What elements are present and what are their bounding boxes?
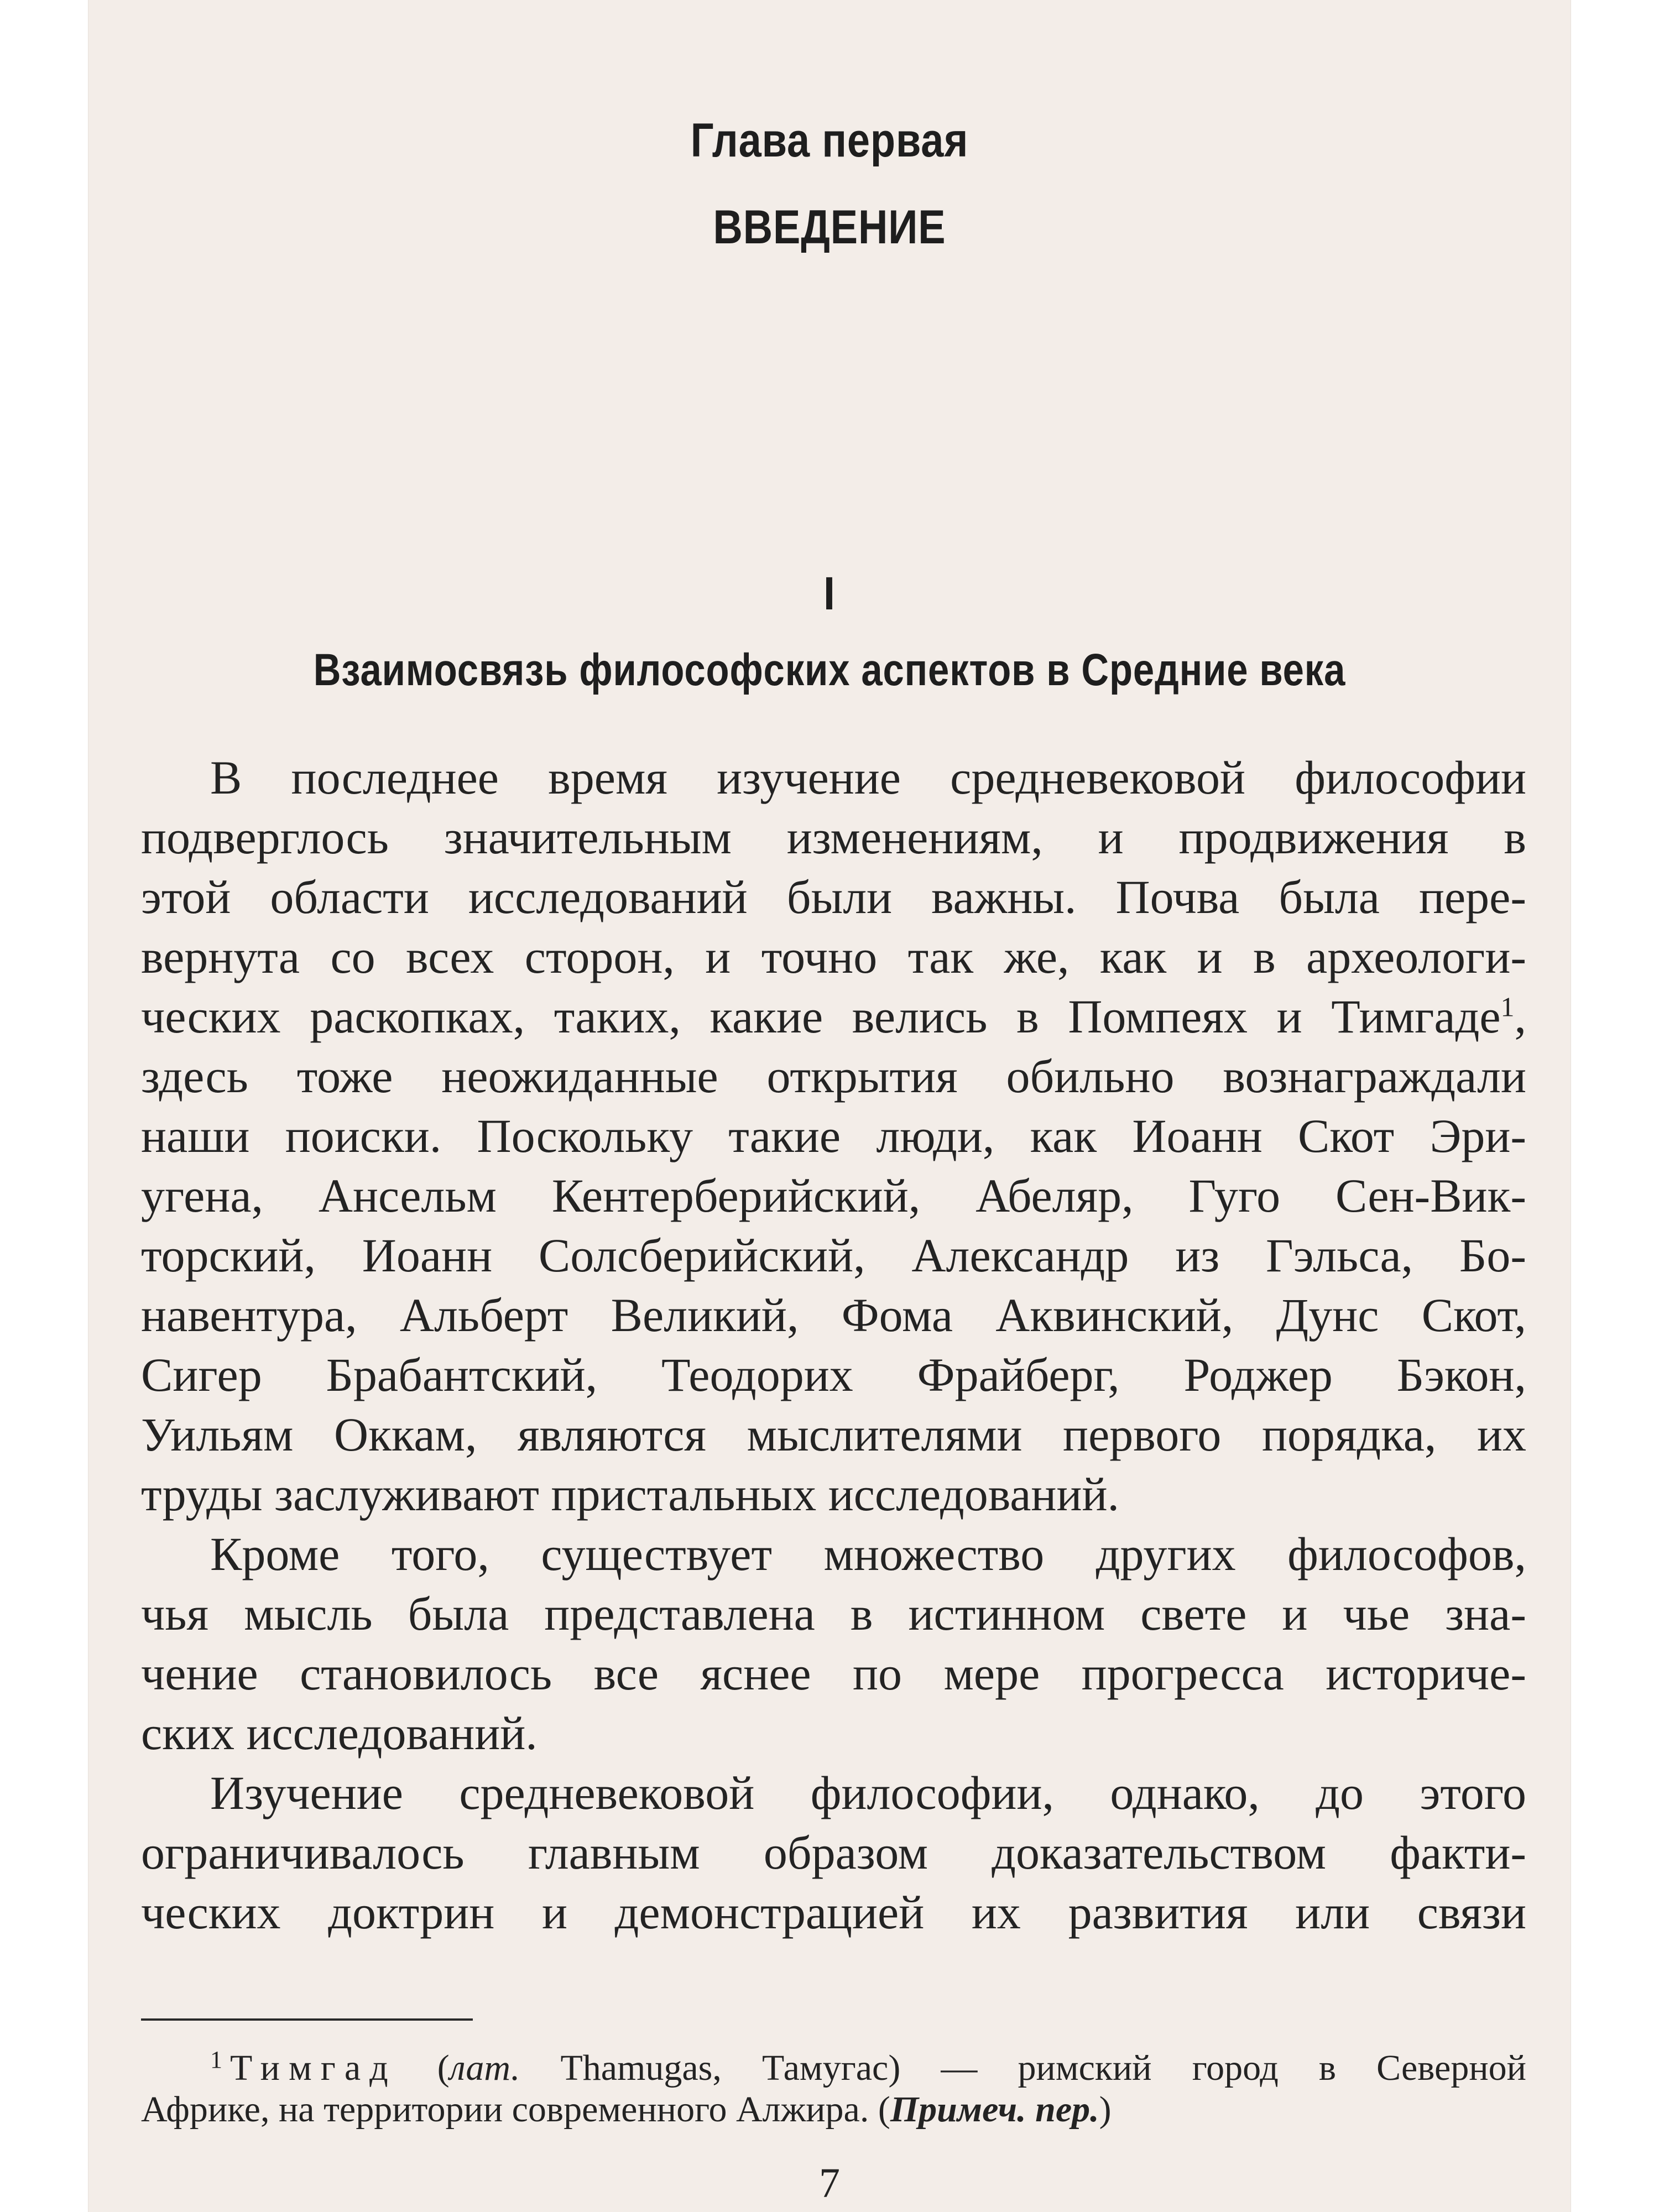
- chapter-title: ВВЕДЕНИЕ: [713, 201, 946, 254]
- text-line: ских исследований.: [141, 1707, 538, 1760]
- section-number: I: [823, 567, 836, 619]
- footnote-divider: [141, 2018, 473, 2021]
- footnote-text: Thamugas, Тамугас) — римский город в Северной: [520, 2048, 1526, 2088]
- text-line: наши поиски. Поскольку такие люди, как Иоанн Скот Эри-: [141, 1109, 1526, 1162]
- footnote-note-label: Примеч. пер.: [890, 2089, 1099, 2130]
- text-line: Изучение средневековой философии, однако, до этого: [210, 1766, 1526, 1819]
- text-fragment: ческих раскопках, таких, какие велись в Помпеях и Тимгаде: [141, 990, 1501, 1043]
- section-title: Взаимосвязь философских аспектов в Средние века: [313, 645, 1346, 695]
- chapter-label: Глава первая: [690, 114, 969, 167]
- text-line-with-footnote: [141, 987, 1526, 1046]
- text-line: подверглось значительным изменениям, и продвижения в: [141, 811, 1526, 864]
- text-line: Уильям Оккам, являются мыслителями первого порядка, их: [141, 1408, 1526, 1461]
- body-text: [141, 748, 1526, 1942]
- footnote-text: ): [1099, 2089, 1112, 2130]
- footnote-mark: 1: [210, 2046, 222, 2073]
- text-fragment: ,: [1514, 990, 1526, 1043]
- footnote-reference[interactable]: 1: [1500, 991, 1515, 1022]
- footnote-line: [141, 2085, 1526, 2135]
- footnote-lat-label: лат.: [449, 2048, 520, 2088]
- page-number: 7: [819, 2160, 840, 2206]
- text-line: ческих доктрин и демонстрацией их развития или связи: [141, 1886, 1526, 1939]
- text-line: труды заслуживают пристальных исследований.: [141, 1468, 1120, 1521]
- footnote-line: $^1$ Тимгад (лат. Thamugas, Тамугас) — римский город в Северной: [141, 2035, 1526, 2085]
- text-line: Сигер Брабантский, Теодорих Фрайберг, Роджер Бэкон,: [141, 1348, 1526, 1401]
- footnote-term: Тимгад: [230, 2048, 397, 2088]
- footnote: [141, 2035, 1526, 2135]
- text-line: навентура, Альберт Великий, Фома Аквинский, Дунс Скот,: [141, 1288, 1526, 1342]
- book-page: [88, 0, 1571, 2212]
- text-line: торский, Иоанн Солсберийский, Александр из Гэльса, Бо-: [141, 1229, 1526, 1282]
- footnote-text: Африке, на территории современного Алжира. (: [141, 2089, 890, 2130]
- text-line: чья мысль была представлена в истинном свете и чье зна-: [141, 1587, 1526, 1640]
- text-line: здесь тоже неожиданные открытия обильно вознаграждали: [141, 1050, 1526, 1103]
- text-line: В последнее время изучение средневековой философии: [210, 751, 1526, 804]
- text-line: ограничивалось главным образом доказательством факти-: [141, 1826, 1526, 1879]
- text-line: вернута со всех сторон, и точно так же, как и в археологи-: [141, 930, 1526, 983]
- text-line: Кроме того, существует множество других философов,: [210, 1527, 1526, 1580]
- text-line: чение становилось все яснее по мере прогресса историче-: [141, 1647, 1526, 1700]
- text-line: угена, Ансельм Кентерберийский, Абеляр, Гуго Сен-Вик-: [141, 1169, 1526, 1222]
- text-line: этой области исследований были важны. Почва была пере-: [141, 870, 1526, 924]
